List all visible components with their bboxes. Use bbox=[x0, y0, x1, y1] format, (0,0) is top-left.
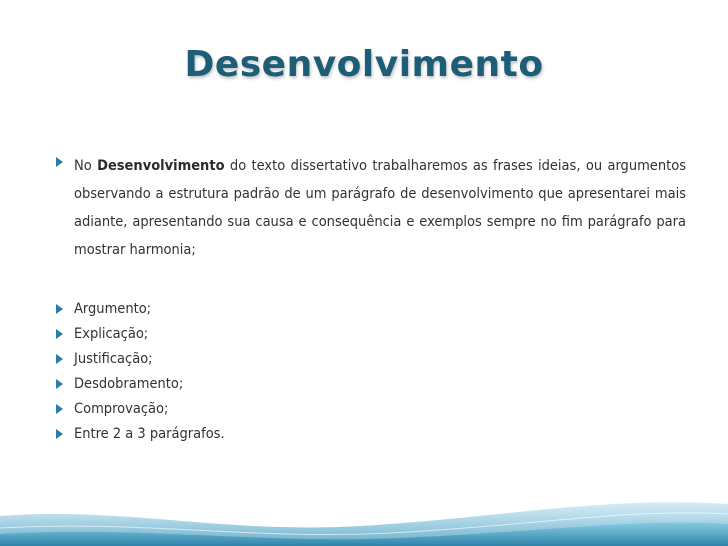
list-item bbox=[56, 422, 686, 447]
bullet-arrow-icon bbox=[56, 304, 63, 314]
list-item bbox=[56, 297, 686, 322]
list-item bbox=[56, 397, 686, 422]
slide-content bbox=[56, 152, 686, 447]
paragraph-bullet bbox=[56, 152, 686, 264]
list-item-label: Comprovação; bbox=[74, 401, 169, 417]
list-item-label: Desdobramento; bbox=[74, 376, 184, 392]
bullet-arrow-icon bbox=[56, 404, 63, 414]
paragraph-prefix: No bbox=[74, 158, 98, 174]
bullet-arrow-icon bbox=[56, 429, 63, 439]
list-item-label: Argumento; bbox=[74, 301, 152, 317]
bullet-arrow-icon bbox=[56, 354, 63, 364]
slide-title: Desenvolvimento bbox=[184, 44, 544, 85]
bullet-list bbox=[56, 297, 686, 447]
bullet-arrow-icon bbox=[56, 329, 63, 339]
list-item-label: Explicação; bbox=[74, 326, 149, 342]
list-item bbox=[56, 372, 686, 397]
bullet-arrow-icon bbox=[56, 157, 63, 167]
list-item-label: Entre 2 a 3 parágrafos. bbox=[74, 426, 225, 442]
list-item bbox=[56, 322, 686, 347]
list-item bbox=[56, 347, 686, 372]
paragraph-bold-term: Desenvolvimento bbox=[97, 158, 225, 174]
decorative-wave-footer bbox=[0, 456, 728, 546]
list-item-label: Justificação; bbox=[74, 351, 153, 367]
bullet-arrow-icon bbox=[56, 379, 63, 389]
paragraph-text: do texto dissertativo trabalharemos as frases ideias, ou argumentos observando a estrutura padrão de um parágrafo de desenvolvimento que apresentarei mais adiante, apresentando sua causa e consequência e exemplos sempre no fim parágrafo para mostrar harmonia; bbox=[74, 158, 686, 258]
